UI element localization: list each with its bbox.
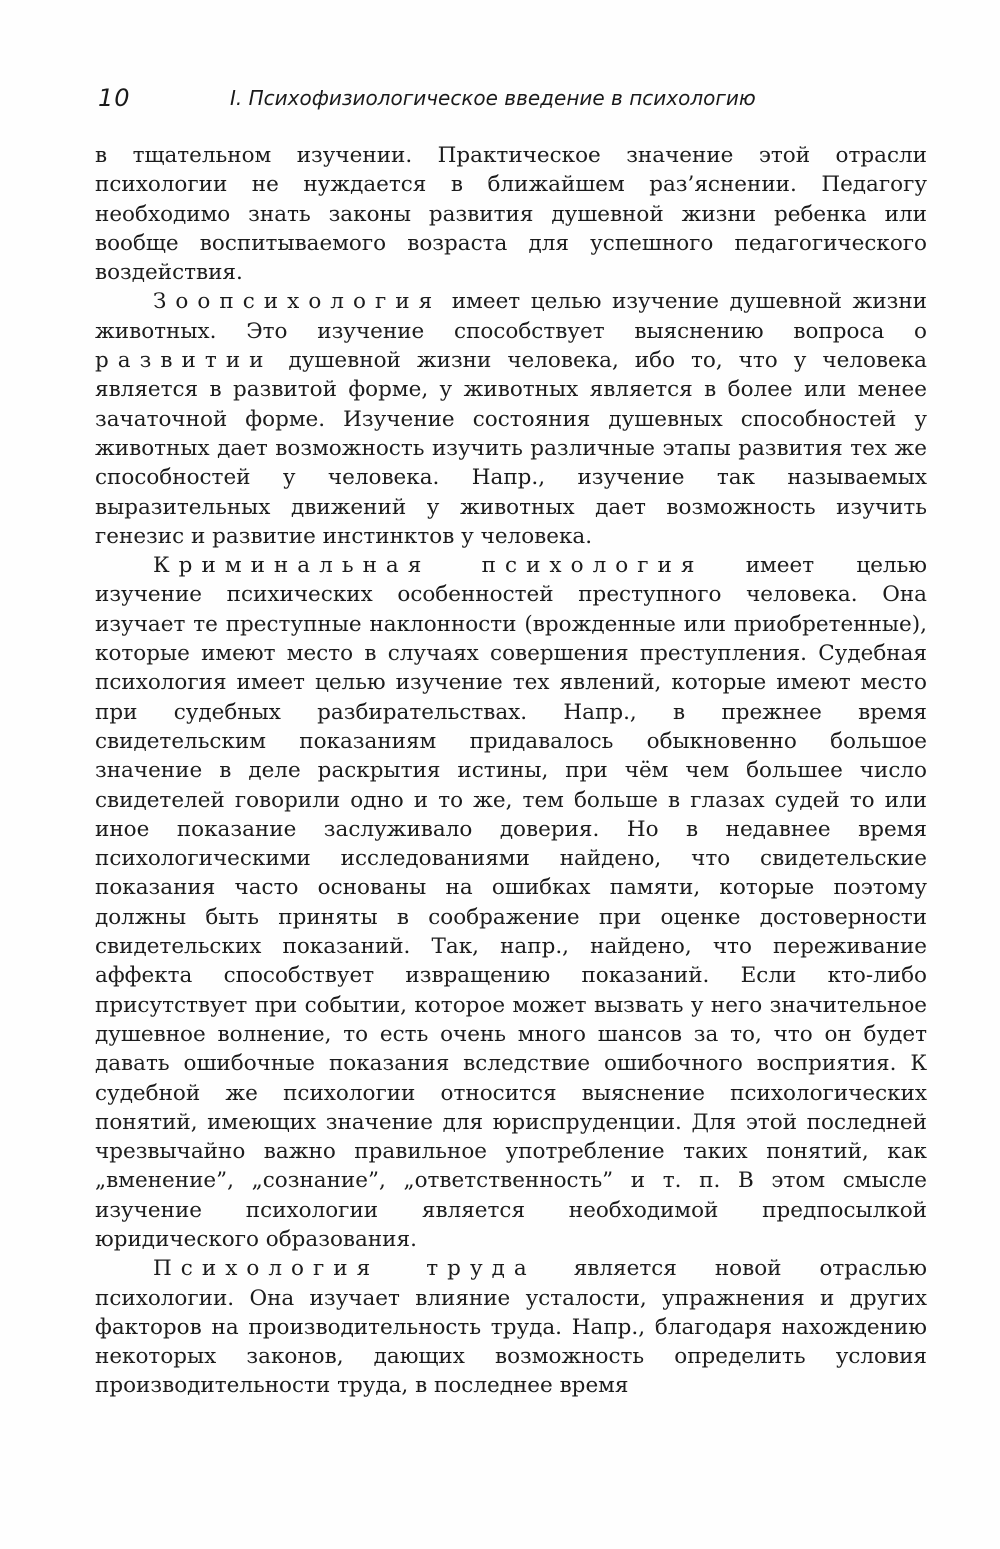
spaced-term-zoopsychology: Зоопсихология: [153, 289, 442, 315]
paragraph-text: в тщательном изучении. Практическое значение этой отрасли психологии не нуждается в ближайшем раз’яснении. Педагогу необходимо знать законы развития душевной жизни ребенка или вообще воспитываемого возраста для успешного педагогического воздействия.: [95, 143, 927, 286]
page-number: 10: [98, 84, 131, 112]
paragraph-text: имеет целью изучение психических особенностей преступного человека. Она изучает те преступные наклонности (врожденные или приобретенные), которые имеют место в случаях совершения преступления. Судебная психология имеет целью изучение тех явлений, которые имеют место при судебных разбирательствах. Напр., в прежнее время свидетельским показаниям придавалось обыкновенно большое значение в деле раскрытия истины, при чём чем большее число свидетелей говорили одно и то же, тем больше в глазах судей то или иное показание заслуживало доверия. Но в недавнее время психологическими исследованиями найдено, что свидетельские показания часто основаны на ошибках памяти, которые поэтому должны быть приняты в соображение при оценке достоверности свидетельских показаний. Так, напр., найдено, что переживание аффекта способствует извращению показаний. Если кто-либо присутствует при событии, которое может вызвать у него значительное душевное волнение, то есть очень много шансов за то, что он будет давать ошибочные показания вследствие ошибочного восприятия. К судебной же психологии относится выяснение психологических понятий, имеющих значение для юриспруденции. Для этой последней чрезвычайно важно правильное употребление таких понятий, как „вменение”, „сознание”, „ответственность” и т. п. В этом смысле изучение психологии является необходимой предпосылкой юридического образования.: [95, 553, 928, 1252]
paragraph-text: является новой отраслью психологии. Она изучает влияние усталости, упражнения и других факторов на производительность труда. Напр., благодаря нахождению некоторых законов, дающих возможность определить условия производительности труда, в последнее время: [95, 1256, 927, 1399]
paragraph-zoopsychology: [95, 287, 927, 551]
paragraph-intro: [95, 141, 927, 287]
body-text: [95, 141, 927, 1401]
spaced-term-development: развитии: [95, 348, 273, 374]
paragraph-text: имеет целью изучение душевной жизни животных. Это изучение способствует выяснению вопроса о: [95, 289, 927, 344]
paragraph-text: душевной жизни человека, ибо то, что у человека является в развитой форме, у животных является в более или менее зачаточной форме. Изучение состояния душевных способностей у животных дает возможность изучить различные этапы развития тех же способностей у человека. Напр., изучение так называемых выразительных движений у животных дает возможность изучить генезис и развитие инстинктов у человека.: [95, 348, 927, 549]
spaced-term-criminal-psychology: Криминальная психология: [153, 553, 704, 579]
spaced-term-labor-psychology: Психология труда: [153, 1256, 536, 1282]
page-header: [98, 84, 928, 124]
paragraph-labor-psychology: [95, 1254, 927, 1400]
running-title: I. Психофизиологическое введение в психологию: [230, 86, 756, 110]
paragraph-criminal-psychology: [95, 551, 927, 1254]
